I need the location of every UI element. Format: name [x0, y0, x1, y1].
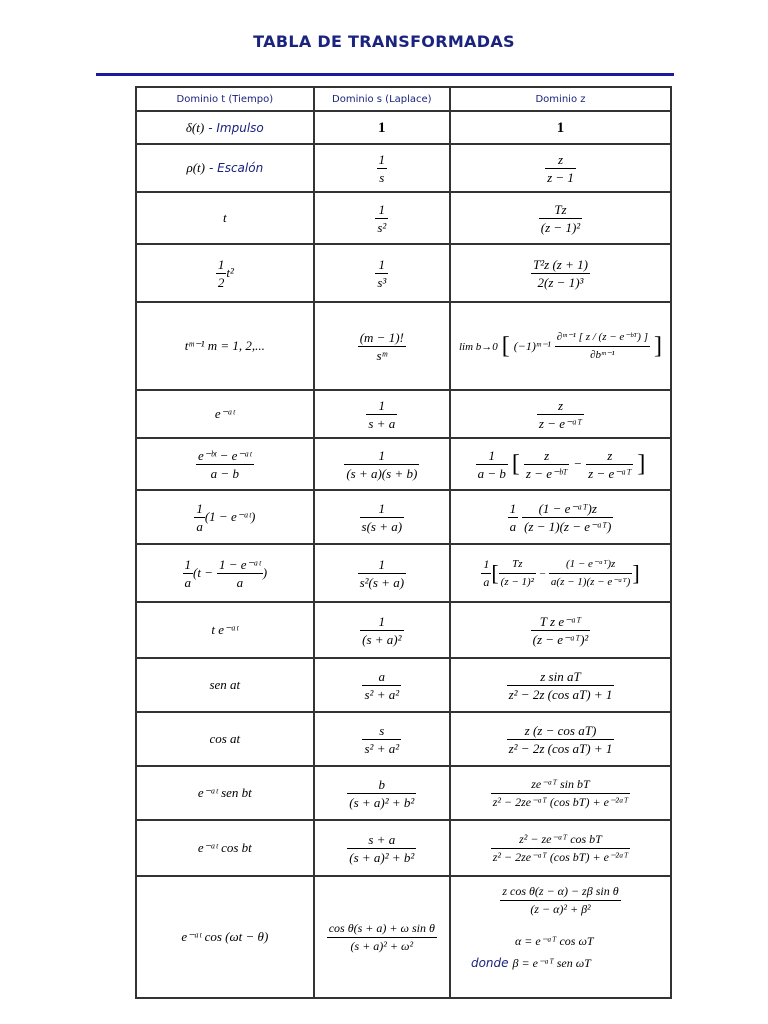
denominator: s²(s + a): [359, 574, 405, 590]
laplace-cell: [314, 144, 450, 192]
laplace-fraction: [358, 556, 406, 591]
time-expr: cos at: [209, 731, 241, 746]
z-fraction-b: [549, 556, 632, 591]
z-fraction-a: [524, 447, 569, 482]
time-tail: (1 − e⁻ᵃᵗ): [204, 508, 256, 524]
laplace-cell: [314, 876, 450, 998]
denominator: sᵐ: [376, 347, 388, 363]
header-z-domain: Dominio z: [450, 87, 671, 111]
laplace-fraction: [360, 613, 403, 648]
laplace-cell: [314, 820, 450, 876]
sign-factor: (−1)ᵐ⁻¹: [513, 338, 551, 353]
denominator: s(s + a): [361, 518, 403, 534]
z-cell: [450, 544, 671, 602]
numerator: cos θ(s + a) + ω sin θ: [327, 920, 437, 938]
step-label: - Escalón: [208, 161, 264, 175]
numerator: ∂ᵐ⁻¹ [ z / (z − e⁻ᵇᵀ) ]: [555, 329, 650, 347]
z-cell: [450, 390, 671, 438]
laplace-cell: [314, 712, 450, 766]
header-laplace-domain: Dominio s (Laplace): [314, 87, 450, 111]
denominator: s²: [377, 219, 387, 235]
z-fraction: [491, 831, 631, 866]
laplace-cell: [314, 244, 450, 302]
denominator: a − b: [210, 465, 239, 481]
table-row: [136, 602, 671, 658]
denominator: (z − α)² + β²: [530, 902, 591, 916]
transform-table: [135, 86, 672, 999]
z-cell: [450, 876, 671, 998]
z-cell: [450, 192, 671, 244]
beta-definition: β = e⁻ᵃᵀ sen ωT: [512, 956, 591, 970]
table-row: [136, 438, 671, 490]
numerator: 1: [184, 556, 192, 572]
table-row: [136, 766, 671, 820]
time-cell: [136, 490, 314, 544]
laplace-fraction: [377, 151, 388, 186]
numerator: 1: [481, 556, 491, 574]
z-fraction: [555, 329, 650, 364]
denominator: s + a: [368, 415, 396, 431]
numerator: b: [347, 776, 416, 794]
numerator: 1: [476, 447, 508, 465]
denominator: a: [236, 574, 244, 590]
numerator: z sin aT: [507, 668, 615, 686]
table-row: [136, 192, 671, 244]
denominator: z − e⁻ᵃᵀ: [538, 415, 583, 431]
z-fraction-a: [499, 556, 536, 591]
left-bracket: [: [511, 450, 520, 477]
laplace-fraction: [366, 397, 397, 432]
time-expr: e⁻ᵃᵗ cos bt: [197, 840, 252, 855]
laplace-cell: [314, 602, 450, 658]
right-bracket: ]: [637, 450, 646, 477]
time-tail: ): [262, 564, 268, 580]
z-cell: [450, 144, 671, 192]
numerator: Tz: [499, 556, 536, 574]
laplace-cell: [314, 490, 450, 544]
z-prefactor: [476, 447, 508, 482]
denominator: s² + a²: [364, 740, 400, 756]
z-fraction: [531, 256, 590, 291]
numerator: Tz: [539, 201, 582, 219]
time-cell: [136, 820, 314, 876]
numerator: s: [362, 722, 401, 740]
z-cell: [450, 438, 671, 490]
z-fraction: [539, 201, 582, 236]
time-fraction: [196, 447, 254, 482]
laplace-cell: [314, 302, 450, 390]
z-cell: [450, 244, 671, 302]
denominator: 2: [217, 274, 225, 290]
laplace-fraction: [375, 201, 388, 236]
table-row: [136, 820, 671, 876]
laplace-cell: [314, 658, 450, 712]
time-cell: [136, 766, 314, 820]
denominator: (s + a)² + b²: [349, 794, 415, 810]
time-expr: e⁻ᵃᵗ cos (ωt − θ): [181, 929, 269, 944]
numerator: (m − 1)!: [359, 329, 404, 345]
impulse-label: - Impulso: [208, 120, 264, 135]
numerator: z: [537, 397, 584, 415]
denominator: a: [184, 574, 192, 590]
time-cell: [136, 192, 314, 244]
z-fraction: [507, 668, 615, 703]
z-prefactor: [508, 500, 519, 535]
z-cell: [450, 490, 671, 544]
numerator: 1 − e⁻ᵃᵗ: [218, 556, 261, 572]
table-row: [136, 490, 671, 544]
denominator: s³: [377, 274, 387, 290]
numerator: 1: [378, 151, 386, 167]
table-row: [136, 111, 671, 144]
numerator: z² − ze⁻ᵃᵀ cos bT: [491, 831, 631, 849]
time-expr: t e⁻ᵃᵗ: [211, 622, 239, 637]
laplace-cell: [314, 111, 450, 144]
numerator: z: [545, 151, 576, 169]
numerator: z: [524, 447, 569, 465]
time-expr: δ(t): [185, 119, 205, 135]
table-row: [136, 658, 671, 712]
z-fraction: [545, 151, 576, 186]
numerator: 1: [358, 556, 406, 574]
numerator: z cos θ(z − α) − zβ sin θ: [500, 883, 620, 901]
table-row: [136, 712, 671, 766]
numerator: 1: [196, 500, 203, 516]
time-cell: [136, 438, 314, 490]
numerator: ze⁻ᵃᵀ sin bT: [491, 776, 631, 794]
numerator: s + a: [347, 831, 416, 849]
table-row: [136, 876, 671, 998]
z-cell: [450, 658, 671, 712]
laplace-cell: [314, 544, 450, 602]
table-row: [136, 544, 671, 602]
denominator: a: [483, 574, 490, 589]
laplace-expr: 1: [378, 119, 386, 136]
numerator: 1: [375, 201, 388, 219]
time-expr: ρ(t): [186, 160, 205, 175]
time-fraction: [194, 500, 205, 535]
time-expr: e⁻ᵃᵗ sen bt: [197, 785, 252, 800]
alpha-definition: α = e⁻ᵃᵀ cos ωT: [514, 934, 594, 948]
time-fraction: [183, 556, 194, 591]
z-cell: [450, 766, 671, 820]
denominator: (s + a)² + ω²: [350, 938, 414, 953]
table-row: [136, 302, 671, 390]
time-expr: tᵐ⁻¹ m = 1, 2,...: [184, 338, 265, 353]
time-cell: [136, 544, 314, 602]
denominator: z − e⁻ᵃᵀ: [588, 465, 632, 481]
numerator: 1: [375, 256, 388, 274]
z-fraction: [500, 883, 620, 918]
numerator: 1: [217, 256, 225, 272]
denominator: (s + a)² + b²: [349, 849, 415, 865]
denominator: z² − 2z (cos aT) + 1: [508, 740, 613, 756]
table-row: [136, 144, 671, 192]
time-expr: e⁻ᵃᵗ: [214, 406, 235, 421]
minus-sign: −: [535, 567, 549, 580]
numerator: (1 − e⁻ᵃᵀ)z: [522, 500, 613, 518]
denominator: s² + a²: [364, 686, 400, 702]
time-cell: [136, 302, 314, 390]
laplace-fraction: [358, 329, 406, 364]
numerator: T²z (z + 1): [533, 256, 588, 272]
denominator: z² − 2z (cos aT) + 1: [508, 686, 613, 702]
denominator: 2(z − 1)³: [537, 274, 584, 290]
denominator: (z − 1)²: [500, 575, 534, 588]
limit-expr: lim b→0: [458, 340, 498, 353]
z-fraction: [531, 613, 591, 648]
time-cell: [136, 144, 314, 192]
denominator: (z − e⁻ᵃᵀ)²: [532, 631, 589, 647]
time-expr: t: [223, 210, 227, 225]
page-title: TABLA DE TRANSFORMADAS: [253, 32, 515, 51]
time-cell: [136, 111, 314, 144]
z-cell: [450, 111, 671, 144]
right-bracket: ]: [654, 332, 662, 359]
left-bracket: [: [501, 332, 510, 359]
numerator: 1: [509, 500, 517, 516]
time-cell: [136, 712, 314, 766]
z-cell: [450, 602, 671, 658]
laplace-cell: [314, 438, 450, 490]
laplace-cell: [314, 390, 450, 438]
right-bracket: ]: [632, 560, 640, 585]
donde-label: donde: [470, 956, 509, 970]
denominator: z − 1: [547, 169, 574, 185]
numerator: 1: [360, 613, 403, 631]
time-cell: [136, 390, 314, 438]
table-header-row: [136, 87, 671, 111]
laplace-fraction: [347, 776, 416, 811]
laplace-cell: [314, 192, 450, 244]
z-cell: [450, 820, 671, 876]
time-fraction: [216, 256, 227, 291]
laplace-fraction: [344, 447, 419, 482]
denominator: s: [379, 169, 385, 185]
time-inner-fraction: [217, 556, 263, 591]
denominator: a(z − 1)(z − e⁻ᵃᵀ): [550, 575, 631, 588]
numerator: (1 − e⁻ᵃᵀ)z: [549, 556, 632, 574]
laplace-fraction: [347, 831, 416, 866]
z-cell: [450, 712, 671, 766]
laplace-fraction: [327, 920, 437, 955]
z-cell: [450, 302, 671, 390]
table-row: [136, 390, 671, 438]
z-fraction: [507, 722, 615, 757]
table-row: [136, 244, 671, 302]
numerator: e⁻ᵇᵗ − e⁻ᵃᵗ: [198, 447, 252, 463]
minus-sign: −: [573, 455, 583, 471]
denominator: z − e⁻ᵇᵀ: [525, 465, 568, 481]
z-fraction-b: [586, 447, 633, 482]
header-time-domain: Dominio t (Tiempo): [136, 87, 314, 111]
numerator: 1: [344, 447, 419, 465]
denominator: (s + a)²: [362, 631, 402, 647]
denominator: z² − 2ze⁻ᵃᵀ (cos bT) + e⁻²ᵃᵀ: [492, 794, 629, 809]
denominator: a: [196, 518, 203, 534]
denominator: (z − 1)(z − e⁻ᵃᵀ): [524, 518, 612, 534]
z-prefactor: [481, 556, 491, 591]
denominator: (z − 1)²: [540, 219, 581, 235]
time-cell: [136, 658, 314, 712]
z-expr: 1: [556, 119, 565, 136]
time-expr: sen at: [209, 677, 241, 692]
laplace-fraction: [362, 668, 401, 703]
z-fraction: [522, 500, 613, 535]
left-bracket: [: [491, 560, 499, 585]
denominator: (s + a)(s + b): [346, 465, 418, 481]
denominator: a: [509, 518, 517, 534]
numerator: a: [362, 668, 401, 686]
numerator: z: [586, 447, 633, 465]
z-fraction: [491, 776, 631, 811]
laplace-fraction: [360, 500, 405, 535]
numerator: T z e⁻ᵃᵀ: [531, 613, 591, 631]
numerator: 1: [366, 397, 397, 415]
time-cell: [136, 244, 314, 302]
z-fraction: [537, 397, 584, 432]
time-cell: [136, 602, 314, 658]
numerator: 1: [360, 500, 405, 518]
denominator: a − b: [477, 465, 506, 481]
title-divider: [96, 73, 674, 76]
laplace-fraction: [362, 722, 401, 757]
time-mid: (t −: [193, 564, 213, 580]
laplace-fraction: [375, 256, 388, 291]
time-cell: [136, 876, 314, 998]
time-tail: t²: [226, 264, 234, 280]
laplace-cell: [314, 766, 450, 820]
numerator: z (z − cos aT): [507, 722, 615, 740]
denominator: ∂bᵐ⁻¹: [590, 348, 615, 361]
denominator: z² − 2ze⁻ᵃᵀ (cos bT) + e⁻²ᵃᵀ: [492, 849, 629, 864]
